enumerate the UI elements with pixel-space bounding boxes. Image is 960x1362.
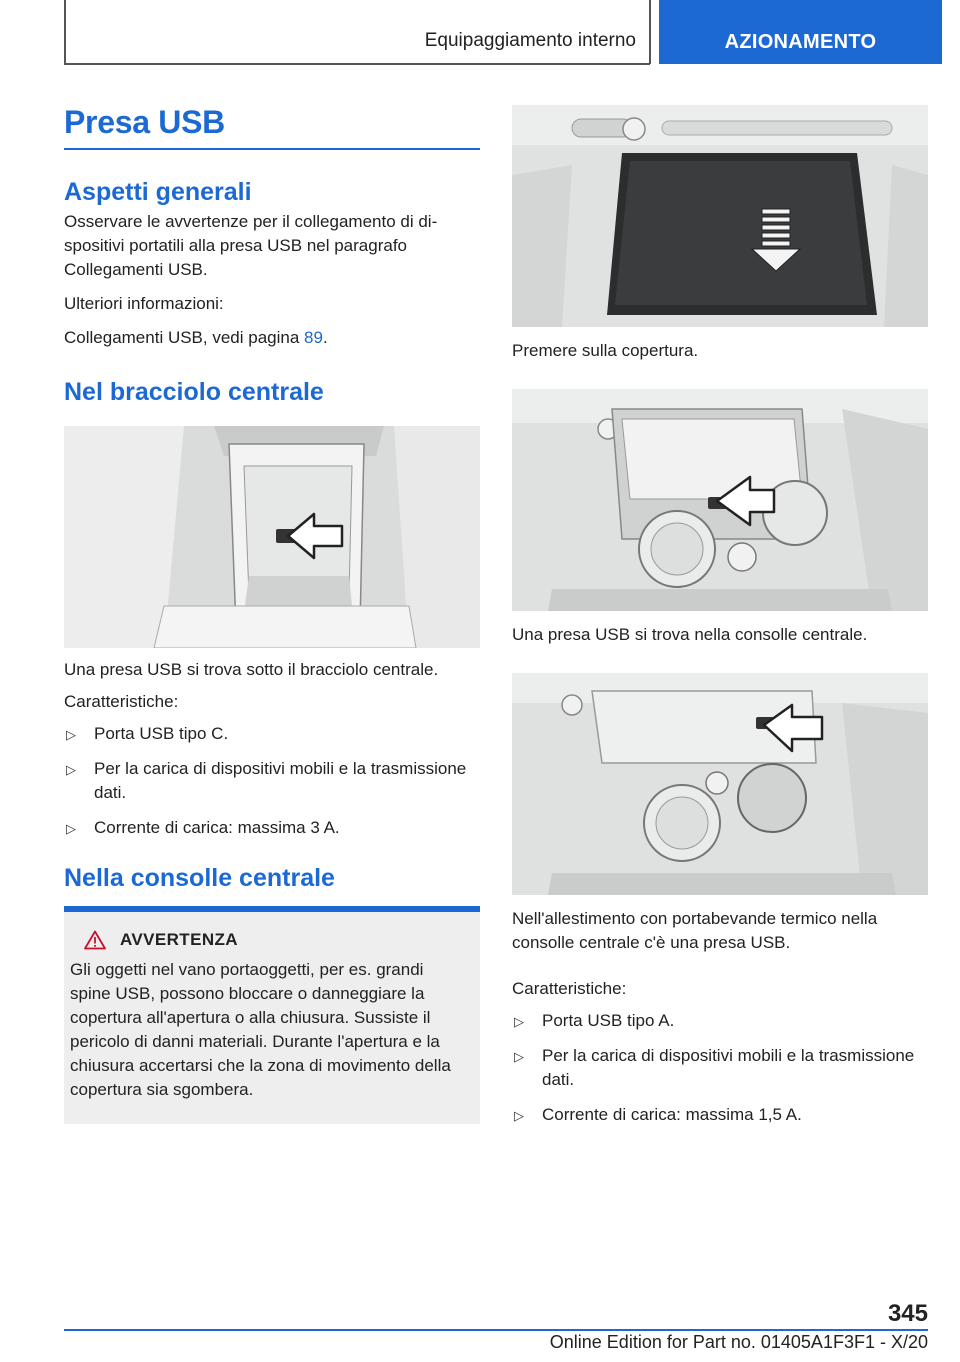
console-usb-image (512, 389, 928, 611)
warning-triangle-icon (84, 930, 106, 950)
caption-console: Una presa USB si trova nella consolle centrale. (512, 625, 868, 644)
paragraph-reference (64, 326, 480, 350)
caption-armrest: Una presa USB si trova sotto il bracciolo centrale. (64, 659, 439, 679)
triangle-right-outline-icon: ▷ (66, 761, 76, 777)
header-section-title: Equipaggiamento interno (424, 30, 636, 51)
footer-edition: Online Edition for Part no. 01405A1F3F1 - X/20 (549, 1332, 928, 1352)
heading-general: Aspetti generali (64, 177, 252, 206)
warning-box (64, 912, 480, 1124)
left-column (64, 100, 480, 1124)
footer-rule (64, 1329, 928, 1331)
paragraph-general: Osservare le avvertenze per il collegamento di dispositivi portatili alla presa USB nel paragrafo Collegamenti USB. (64, 211, 438, 279)
features-label-armrest: Caratteristiche: (64, 691, 179, 711)
armrest-usb-image (64, 426, 480, 648)
caption-thermal: Nell'allestimento con portabevande termico nella consolle centrale c'è una presa USB. (512, 909, 878, 952)
thermal-cupholder-image (512, 673, 928, 895)
list-item: ▷ Porta USB tipo C. (64, 722, 480, 746)
list-item: ▷ Corrente di carica: massima 3 A. (64, 816, 480, 840)
right-column (512, 105, 928, 1138)
list-item: ▷ Per la carica di dispositivi mobili e la trasmissione dati. (514, 1046, 915, 1089)
features-label-console: Caratteristiche: (512, 979, 627, 998)
page-link-89[interactable]: 89 (304, 327, 323, 347)
warning-header (70, 926, 464, 954)
page-number: 345 (887, 1300, 928, 1327)
triangle-right-outline-icon: ▷ (514, 1108, 524, 1123)
triangle-right-outline-icon: ▷ (66, 820, 76, 836)
heading-console: Nella consolle centrale (64, 863, 335, 892)
reference-end: . (322, 327, 328, 347)
triangle-right-outline-icon: ▷ (66, 726, 76, 742)
cover-press-image (512, 105, 928, 327)
triangle-right-outline-icon: ▷ (514, 1014, 524, 1029)
triangle-right-outline-icon: ▷ (514, 1049, 524, 1064)
list-item: ▷ Porta USB tipo A. (512, 1009, 928, 1033)
heading-armrest: Nel bracciolo centrale (64, 377, 324, 406)
list-item: ▷ Corrente di carica: massima 1,5 A. (512, 1103, 928, 1127)
header-right-rule (649, 0, 651, 64)
features-list-armrest (64, 722, 480, 840)
reference-text: Collegamenti USB, vedi pagina (64, 327, 305, 347)
features-list-console (512, 1009, 928, 1127)
list-item: ▷ Per la carica di dispositivi mobili e la trasmissione dati. (66, 758, 467, 802)
header-left-rule (64, 0, 66, 64)
warning-title: AVVERTENZA (120, 929, 238, 949)
header-bottom-rule (64, 63, 650, 65)
title-rule (64, 148, 480, 150)
caption-press: Premere sulla copertura. (512, 341, 699, 360)
header-chapter-tab[interactable]: AZIONAMENTO (659, 0, 942, 64)
page-title: Presa USB (64, 104, 225, 140)
warning-text: Gli oggetti nel vano portaoggetti, per es. grandi spine USB, possono bloccare o danneggiare la copertura all'apertura o alla chiusura. Sussiste il pericolo di danni materiali. Durante l'apertura e la chiusura accertarsi che la zona di movimento della copertura sia sgombera. (70, 959, 451, 1099)
paragraph-more-info: Ulteriori informazioni: (64, 293, 224, 313)
